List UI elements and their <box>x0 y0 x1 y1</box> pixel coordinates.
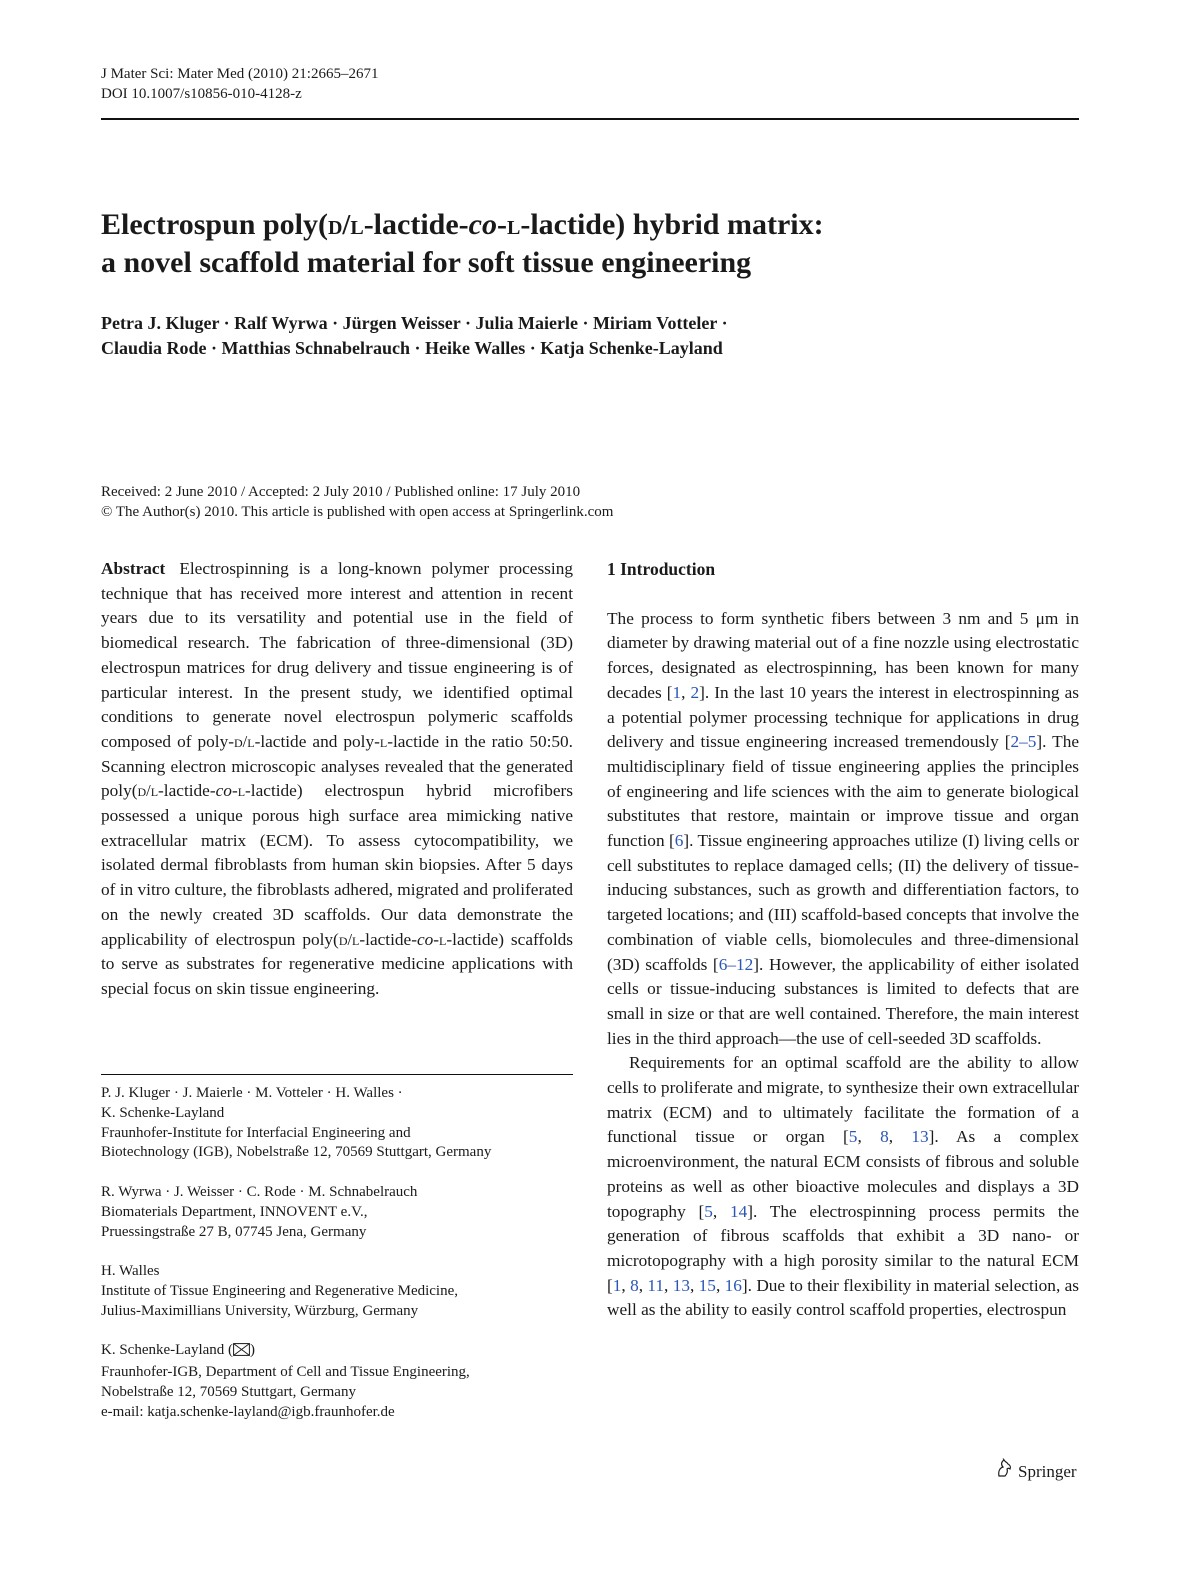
citation-link[interactable]: 15 <box>698 1275 716 1295</box>
citation-link[interactable]: 1 <box>672 682 682 702</box>
abstract: Abstract Electrospinning is a long-known polymer processing technique that has received more interest and attention in recent years due to its versatility and potential use in the field of biomedical research. The fabrication of three-dimensional (3D) electrospun matrices for drug delivery and tissue engineering is of particular interest. In the present study, we identified optimal conditions to generate novel electrospun polymeric scaffolds composed of poly-d/l-lactide and poly-l-lactide in the ratio 50:50. Scanning electron microscopic analyses revealed that the generated poly(d/l-lactide-co-l-lactide) electrospun hybrid microfibers possessed a unique porous high surface area mimicking native extracellular matrix (ECM). To assess cytocompatibility, we isolated dermal fibroblasts from human skin biopsies. After 5 days of in vitro culture, the fibroblasts adhered, migrated and proliferated on the newly created 3D scaffolds. Our data demonstrate the applicability of electrospun poly(d/l-lactide-co-l-lactide) scaffolds to serve as substrates for regenerative medicine applications with special focus on skin tissue engineering. <box>101 559 574 998</box>
affiliations <box>101 1084 581 1442</box>
publisher-logo <box>995 1458 1077 1485</box>
citation-link[interactable]: 1 <box>612 1275 622 1295</box>
publisher-name: Springer <box>1018 1461 1077 1481</box>
citation-link[interactable]: 14 <box>729 1201 748 1221</box>
corresponding-email[interactable]: e-mail: katja.schenke-layland@igb.fraunhofer.de <box>101 1403 395 1420</box>
affiliation-block: R. Wyrwa · J. Weisser · C. Rode · M. Schnabelrauch Biomaterials Department, INNOVENT e.V., Pruessingstraße 27 B, 07745 Jena, Germany <box>101 1183 418 1240</box>
citation-link[interactable]: 16 <box>724 1275 742 1295</box>
citation-link[interactable]: 2–5 <box>1010 732 1037 752</box>
citation-link[interactable]: 6 <box>674 831 684 851</box>
introduction-section <box>607 557 1079 1323</box>
springer-horse-icon <box>995 1458 1013 1485</box>
affiliation-block: P. J. Kluger · J. Maierle · M. Votteler · H. Walles · K. Schenke-Layland Fraunhofer-Institute for Interfacial Engineering and Biotechnology (IGB), Nobelstraße 12, 70569 Stuttgart, Germany <box>101 1085 492 1161</box>
citation-link[interactable]: 11 <box>647 1275 665 1295</box>
citation-link[interactable]: 6–12 <box>718 954 754 974</box>
citation-link[interactable]: 5 <box>848 1127 858 1147</box>
abstract-label: Abstract <box>101 559 166 578</box>
citation-link[interactable]: 8 <box>880 1127 889 1147</box>
envelope-icon <box>233 1343 250 1363</box>
copyright-notice: © The Author(s) 2010. This article is published with open access at Springerlink.com <box>101 504 614 520</box>
citation-link[interactable]: 13 <box>911 1127 929 1147</box>
citation-link[interactable]: 2 <box>690 682 700 702</box>
footnote-rule <box>101 1074 573 1075</box>
journal-header <box>101 64 378 104</box>
received-accepted-published: Received: 2 June 2010 / Accepted: 2 July 2010 / Published online: 17 July 2010 <box>101 484 581 500</box>
paragraph: Requirements for an optimal scaffold are the ability to allow cells to proliferate and migrate, to synthesize their own extracellular matrix (ECM) and to ultimately facilitate the formation of a functional tissue or organ [5, 8, 13]. As a complex microenvironment, the natural ECM consists of fibrous and soluble proteins as well as other bioactive molecules and displays a 3D topography [5, 14]. The electrospinning process permits the generation of fibrous scaffolds that exhibit a 3D nano- or microtopography with a high porosity similar to the natural ECM [1, 8, 11, 13, 15, 16]. Due to their flexibility in material selection, as well as the ability to easily control scaffold properties, electrospun <box>607 1053 1080 1320</box>
section-heading: 1 Introduction <box>607 559 716 579</box>
doi: DOI 10.1007/s10856-010-4128-z <box>101 86 302 102</box>
citation-link[interactable]: 8 <box>630 1275 639 1295</box>
publication-dates <box>101 482 1081 522</box>
affiliation-block: H. Walles Institute of Tissue Engineering and Regenerative Medicine, Julius-Maximillians University, Würzburg, Germany <box>101 1263 459 1319</box>
article-title: Electrospun poly(d/l-lactide-co-l-lactide) hybrid matrix: a novel scaffold material for soft tissue engineering <box>101 208 824 279</box>
citation-link[interactable]: 5 <box>704 1201 713 1221</box>
journal-citation: J Mater Sci: Mater Med (2010) 21:2665–2671 <box>101 66 379 82</box>
author-list: Petra J. Kluger · Ralf Wyrwa · Jürgen Weisser · Julia Maierle · Miriam Votteler · Claudia Rode · Matthias Schnabelrauch · Heike Walles · Katja Schenke-Layland <box>101 313 728 358</box>
header-rule <box>101 118 1079 120</box>
affiliation-block-corresponding: K. Schenke-Layland ( ) Fraunhofer-IGB, Department of Cell and Tissue Engineering, Nobelstraße 12, 70569 Stuttgart, Germany e-mail: katja.schenke-layland@igb.fraunhofer.de <box>101 1341 581 1422</box>
citation-link[interactable]: 13 <box>672 1275 690 1295</box>
paragraph: The process to form synthetic fibers between 3 nm and 5 μm in diameter by drawing material out of a fine nozzle using electrostatic forces, designated as electrospinning, has been known for many decades [1, 2]. In the last 10 years the interest in electrospinning as a potential polymer processing technique for applications in drug delivery and tissue engineering increased tremendously [2–5]. The multidisciplinary field of tissue engineering applies the principles of engineering and life sciences with the aim to generate biological substitutes that restore, maintain or improve tissue and organ function [6]. Tissue engineering approaches utilize (I) living cells or cell substitutes to replace damaged cells; (II) the delivery of tissue-inducing substances, such as growth and differentiation factors, to targeted locations; and (III) scaffold-based concepts that involve the combination of viable cells, biomolecules and three-dimensional (3D) scaffolds [6–12]. However, the applicability of either isolated cells or tissue-inducing substances is limited to defects that are small in size or that are well contained. Therefore, the main interest lies in the third approach—the use of cell-seeded 3D scaffolds. <box>607 608 1080 1048</box>
